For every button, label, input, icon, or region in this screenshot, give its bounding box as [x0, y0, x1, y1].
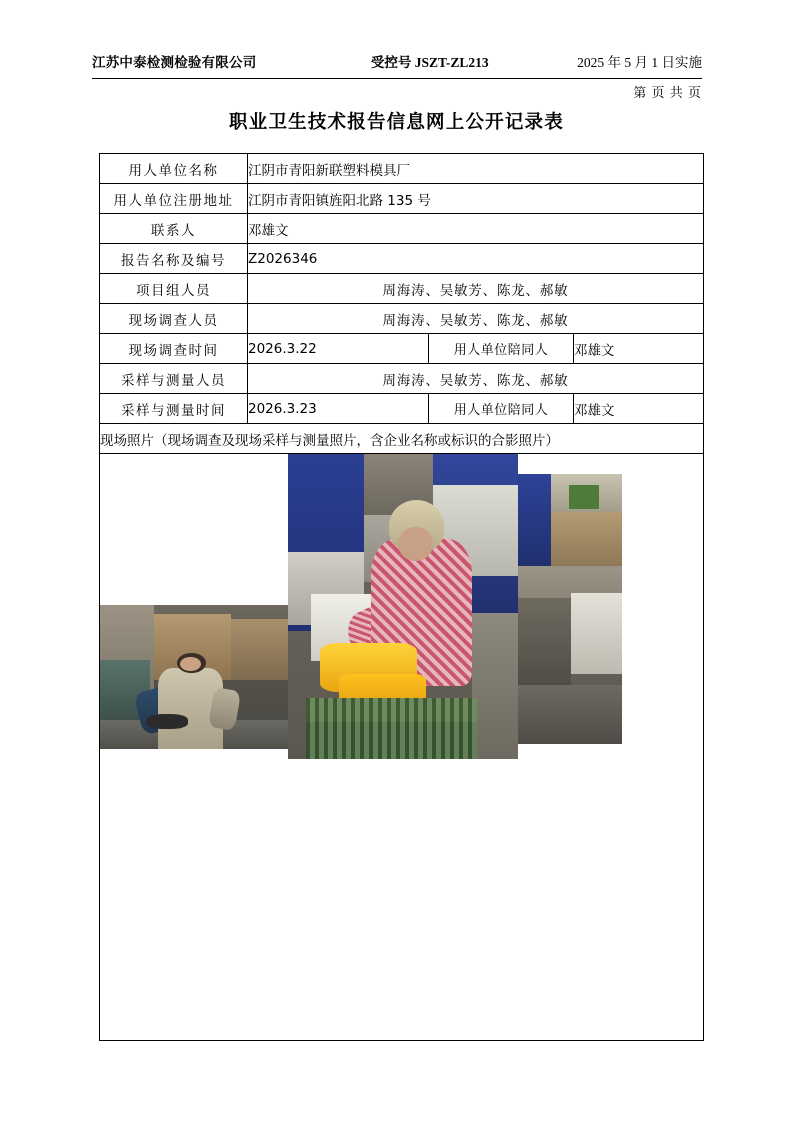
value-sampling-staff: 周海涛、吴敏芳、陈龙、郝敏 [248, 364, 704, 394]
label-photos-caption: 现场照片（现场调查及现场采样与测量照片，含企业名称或标识的合影照片） [100, 424, 704, 454]
photos-container [100, 454, 704, 1041]
value-contact-person: 邓雄文 [248, 214, 704, 244]
photo-area [100, 454, 703, 1040]
table-row [100, 184, 704, 214]
label-sampling-time: 采样与测量时间 [100, 394, 248, 424]
label-sampling-accompany: 用人单位陪同人 [429, 394, 574, 424]
label-employer-name: 用人单位名称 [100, 154, 248, 184]
value-report-name-number: Z2026346 [248, 244, 704, 274]
table-row [100, 394, 704, 424]
control-number: 受控号 JSZT-ZL213 [370, 55, 489, 70]
value-survey-accompany: 邓雄文 [574, 334, 704, 364]
page-header [92, 54, 702, 76]
page-title: 职业卫生技术报告信息网上公开记录表 [229, 113, 564, 133]
table-row [100, 424, 704, 454]
page-indicator: 第 页 共 页 [633, 85, 702, 100]
label-survey-accompany: 用人单位陪同人 [429, 334, 574, 364]
value-survey-staff: 周海涛、吴敏芳、陈龙、郝敏 [248, 304, 704, 334]
table-row [100, 304, 704, 334]
table-row [100, 364, 704, 394]
effective-date: 2025 年 5 月 1 日实施 [577, 55, 702, 70]
label-employer-address: 用人单位注册地址 [100, 184, 248, 214]
value-sampling-accompany: 邓雄文 [574, 394, 704, 424]
table-row [100, 274, 704, 304]
record-table [99, 153, 704, 1041]
header-divider [92, 78, 702, 79]
table-row [100, 244, 704, 274]
label-contact-person: 联系人 [100, 214, 248, 244]
table-row [100, 454, 704, 1041]
table-row [100, 154, 704, 184]
value-employer-name: 江阴市青阳新联塑料模具厂 [248, 154, 704, 184]
value-sampling-time: 2026.3.23 [248, 394, 429, 424]
label-report-name-number: 报告名称及编号 [100, 244, 248, 274]
company-name: 江苏中泰检测检验有限公司 [92, 55, 257, 70]
label-survey-time: 现场调查时间 [100, 334, 248, 364]
value-project-team: 周海涛、吴敏芳、陈龙、郝敏 [248, 274, 704, 304]
value-survey-time: 2026.3.22 [248, 334, 429, 364]
photo-worker-sorting [288, 454, 518, 759]
photo-worker-machine [100, 605, 292, 749]
label-project-team: 项目组人员 [100, 274, 248, 304]
value-employer-address: 江阴市青阳镇旌阳北路 135 号 [248, 184, 704, 214]
table-row [100, 334, 704, 364]
label-survey-staff: 现场调查人员 [100, 304, 248, 334]
table-row [100, 214, 704, 244]
label-sampling-staff: 采样与测量人员 [100, 364, 248, 394]
